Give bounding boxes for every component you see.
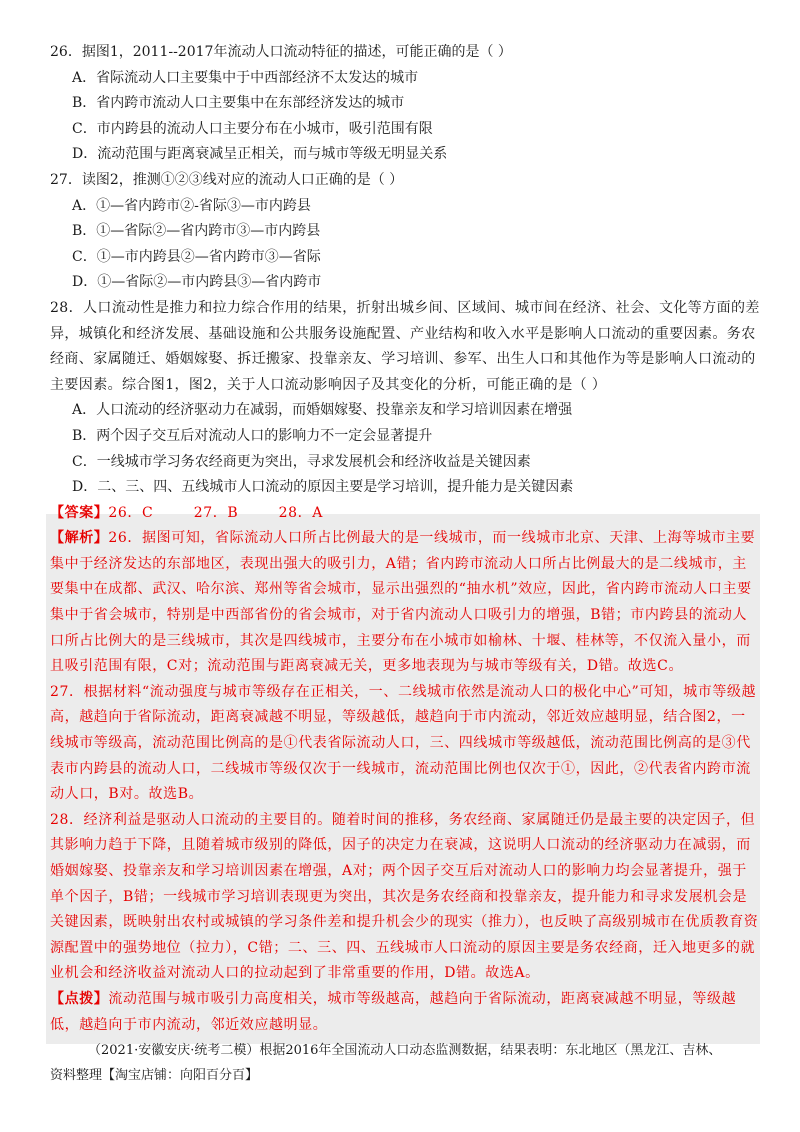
source-watermark: 资料整理【淘宝店铺：向阳百分百】	[50, 1068, 259, 1084]
analysis-tag: 【解析】	[50, 530, 109, 547]
question-26-option-d: D．流动范围与距离衰减呈正相关，而与城市等级无明显关系	[72, 146, 448, 163]
answer-section	[50, 501, 760, 1038]
question-27-option-d: D．①—省际②—市内跨县③—省内跨市	[72, 274, 322, 291]
tip-line	[50, 987, 760, 1038]
question-28-option-d: D．二、三、四、五线城市人口流动的原因主要是学习培训，提升能力是关键因素	[72, 479, 574, 496]
answer-text: 26．C 27．B 28．A	[108, 504, 323, 521]
question-27-option-c: C．①—市内跨县②—省内跨市③—省际	[72, 248, 321, 265]
answer-line	[50, 501, 760, 527]
question-27-option-b: B．①—省际②—省内跨市③—市内跨县	[72, 223, 321, 240]
question-26-stem: 26．据图1，2011--2017年流动人口流动特征的描述，可能正确的是（ ）	[50, 44, 512, 60]
tip-text: 流动范围与城市吸引力高度相关，城市等级越高，越趋向于省际流动，距离衰减越不明显，等级越低，越趋向于市内流动，邻近效应越明显。	[50, 990, 737, 1033]
question-27-stem: 27．读图2，推测①②③线对应的流动人口正确的是（ ）	[50, 171, 404, 188]
analysis-27: 27．根据材料“流动强度与城市等级存在正相关，一、二线城市依然是流动人口的极化中心”可知，城市等级越高，越趋向于省际流动，距离衰减越不明显，等级越低，越趋向于市内流动，邻近效应越明显，结合图2，一线城市等级高，流动范围比例高的是①代表省际流动人口，三、四线城市等级越低，流动范围比例高的是③代表市内跨县的流动人口，二线城市等级仅次于一线城市，流动范围比例也仅次于①，因此，②代表省内跨市流动人口，B对。故选B。	[50, 683, 757, 803]
next-question-intro: （2021·安徽安庆·统考二模）根据2016年全国流动人口动态监测数据，结果表明：东北地区（黑龙江、吉林、	[88, 1043, 722, 1059]
analysis-28: 28．经济利益是驱动人口流动的主要目的。随着时间的推移，务农经商、家属随迁仍是最主要的决定因子，但其影响力趋于下降，且随着城市级别的降低，因子的决定力在衰减，这说明人口流动的经济驱动力在减弱，而婚姻嫁娶、投靠亲友和学习培训因素在增强，A对；两个因子交互后对流动人口的影响力均会显著提升，强于单个因子，B错；一线城市学习培训表现更为突出，其次是务农经商和投靠亲友，提升能力和寻求发展机会是关键因素，既映射出农村或城镇的学习条件差和提升机会少的现实（推力），也反映了高级别城市在优质教育资源配置中的强势地位（拉力），C错；二、三、四、五线城市人口流动的原因主要是务农经商，迁入地更多的就业机会和经济收益对流动人口的拉动起到了非常重要的作用，D错。故选A。	[50, 811, 759, 982]
question-28-option-a: A．人口流动的经济驱动力在减弱，而婚姻嫁娶、投靠亲友和学习培训因素在增强	[72, 402, 573, 419]
question-26-option-a: A．省际流动人口主要集中于中西部经济不太发达的城市	[72, 69, 419, 86]
tip-tag: 【点拨】	[50, 990, 109, 1007]
question-28-option-b: B．两个因子交互后对流动人口的影响力不一定会显著提升	[72, 427, 433, 444]
analysis-26-text: 26．据图可知，省际流动人口所占比例最大的是一线城市，而一线城市北京、天津、上海等城市主要集中于经济发达的东部地区，表现出强大的吸引力，A错；省内跨市流动人口所占比例最大的是二线城市，主要集中在成都、武汉、哈尔滨、郑州等省会城市，显示出强烈的“抽水机”效应，因此，省内跨市流动人口主要集中于省会城市，特别是中西部省份的省会城市，对于省内流动人口吸引力的增强，B错；市内跨县的流动人口所占比例大的是三线城市，其次是四线城市，主要分布在小城市如榆林、十堰、桂林等，不仅流入量小，而且吸引范围有限，C对；流动范围与距离衰减无关，更多地表现为与城市等级有关，D错。故选C。	[50, 530, 756, 675]
answer-tag: 【答案】	[50, 504, 109, 521]
analysis-26	[50, 526, 760, 680]
question-28-stem: 28．人口流动性是推力和拉力综合作用的结果，折射出城乡间、区域间、城市间在经济、社会、文化等方面的差异，城镇化和经济发展、基础设施和公共服务设施配置、产业结构和收入水平是影响人口流动的重要因素。务农经商、家属随迁、婚姻嫁娶、拆迁搬家、投靠亲友、学习培训、参军、出生人口和其他作为等是影响人口流动的主要因素。综合图1，图2，关于人口流动影响因子及其变化的分析，可能正确的是（ ）	[50, 299, 760, 393]
question-26-option-b: B．省内跨市流动人口主要集中在东部经济发达的城市	[72, 95, 405, 112]
question-27-option-a: A．①—省内跨市②-省际③—市内跨县	[72, 197, 311, 214]
question-26-option-c: C．市内跨县的流动人口主要分布在小城市，吸引范围有限	[72, 120, 433, 137]
document-page	[50, 40, 760, 1088]
question-28-option-c: C．一线城市学习务农经商更为突出，寻求发展机会和经济收益是关键因素	[72, 453, 531, 470]
